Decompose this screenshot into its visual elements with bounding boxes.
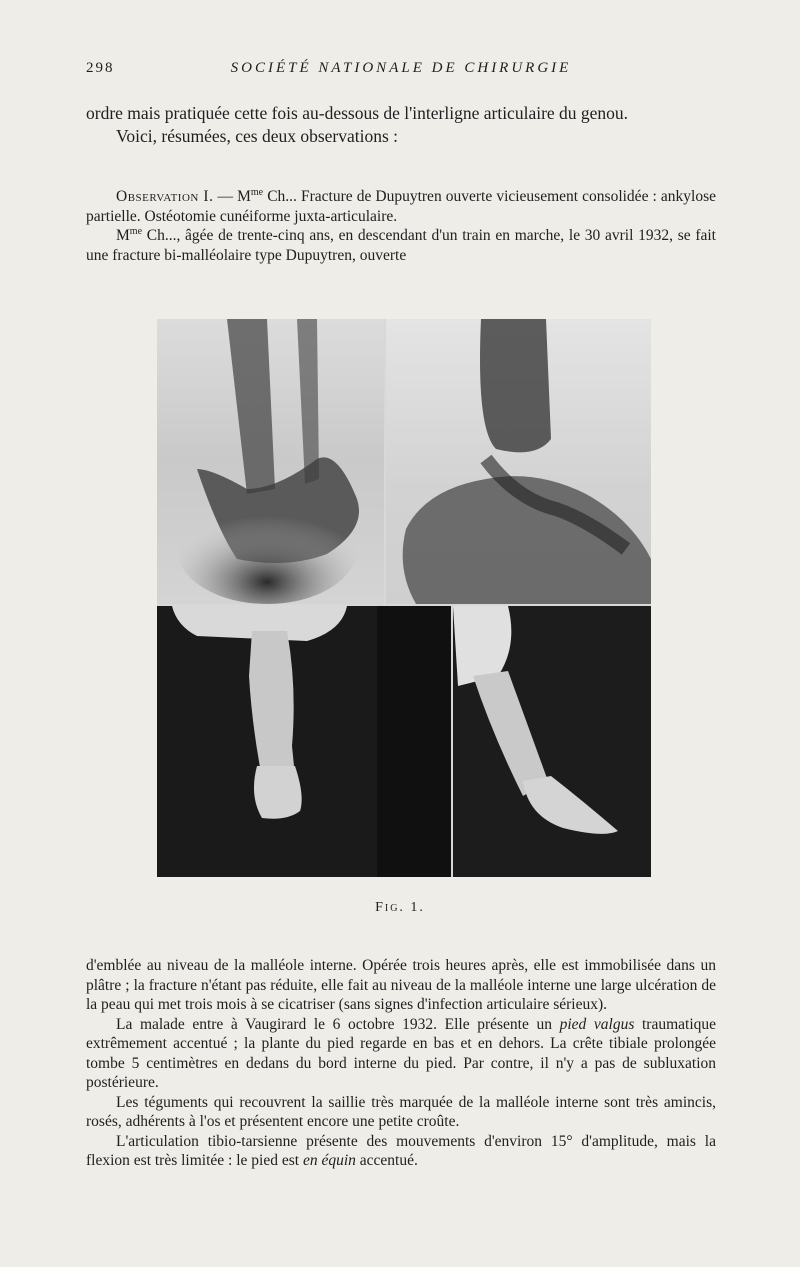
intro-text — [86, 102, 716, 148]
photo-leg-front — [157, 606, 451, 877]
observation-label: Observation I. — [116, 188, 214, 205]
intro-line: ordre mais pratiquée cette fois au-dessous de l'interligne articulaire du genou. — [86, 103, 629, 123]
figure-caption: Fig. 1. — [375, 900, 425, 915]
intro-summary-line: Voici, résumées, ces deux observations : — [116, 126, 399, 146]
observation-heading: Observation I. — $M^{me}$ Ch... Fracture de Dupuytren ouverte vicieusement consolidée : ankylose partielle. Ostéotomie cunéiforme juxta-articulaire. — [86, 186, 716, 225]
photo-leg-lateral — [453, 606, 651, 877]
running-head — [86, 60, 716, 82]
figure-1 — [157, 319, 651, 877]
continuation-paragraph-4: L'articulation tibio-tarsienne présente des mouvements d'environ 15° d'amplitude, mais la flexion est très limitée : le pied est en équin accentué. — [86, 1132, 716, 1169]
continuation-paragraph-1: d'emblée au niveau de la malléole interne. Opérée trois heures après, elle est immobilisée dans un plâtre ; la fracture n'étant pas réduite, elle fait au niveau de la malléole interne une large ulcération de la peau qui met trois mois à se cicatriser (sans signes d'infection articulaire sérieux). — [86, 957, 716, 1013]
continuation-paragraph-2: La malade entre à Vaugirard le 6 octobre 1932. Elle présente un pied valgus traumatique extrêmement accentué ; la plante du pied regarde en bas et en dehors. La crête tibiale prolongée tombe 5 centimètres en dedans du bord interne du pied. Par contre, il n'y a pas de subluxation postérieure. — [86, 1015, 717, 1091]
observation-block — [86, 187, 716, 265]
observation-paragraph: $M^{me}$ Ch..., âgée de trente-cinq ans, en descendant d'un train en marche, le 30 avril 1932, se fait une fracture bi-malléolaire type Dupuytren, ouverte — [86, 225, 716, 264]
page-number: 298 — [86, 60, 115, 76]
journal-title: SOCIÉTÉ NATIONALE DE CHIRURGIE — [230, 60, 572, 76]
continuation-paragraph-3: Les téguments qui recouvrent la saillie très marquée de la malléole interne sont très amincis, rosés, adhérents à l'os et présentent encore une petite croûte. — [86, 1093, 716, 1130]
continuation-text — [86, 956, 716, 1171]
xray-front-view — [157, 319, 384, 604]
xray-lateral-view — [386, 319, 651, 604]
